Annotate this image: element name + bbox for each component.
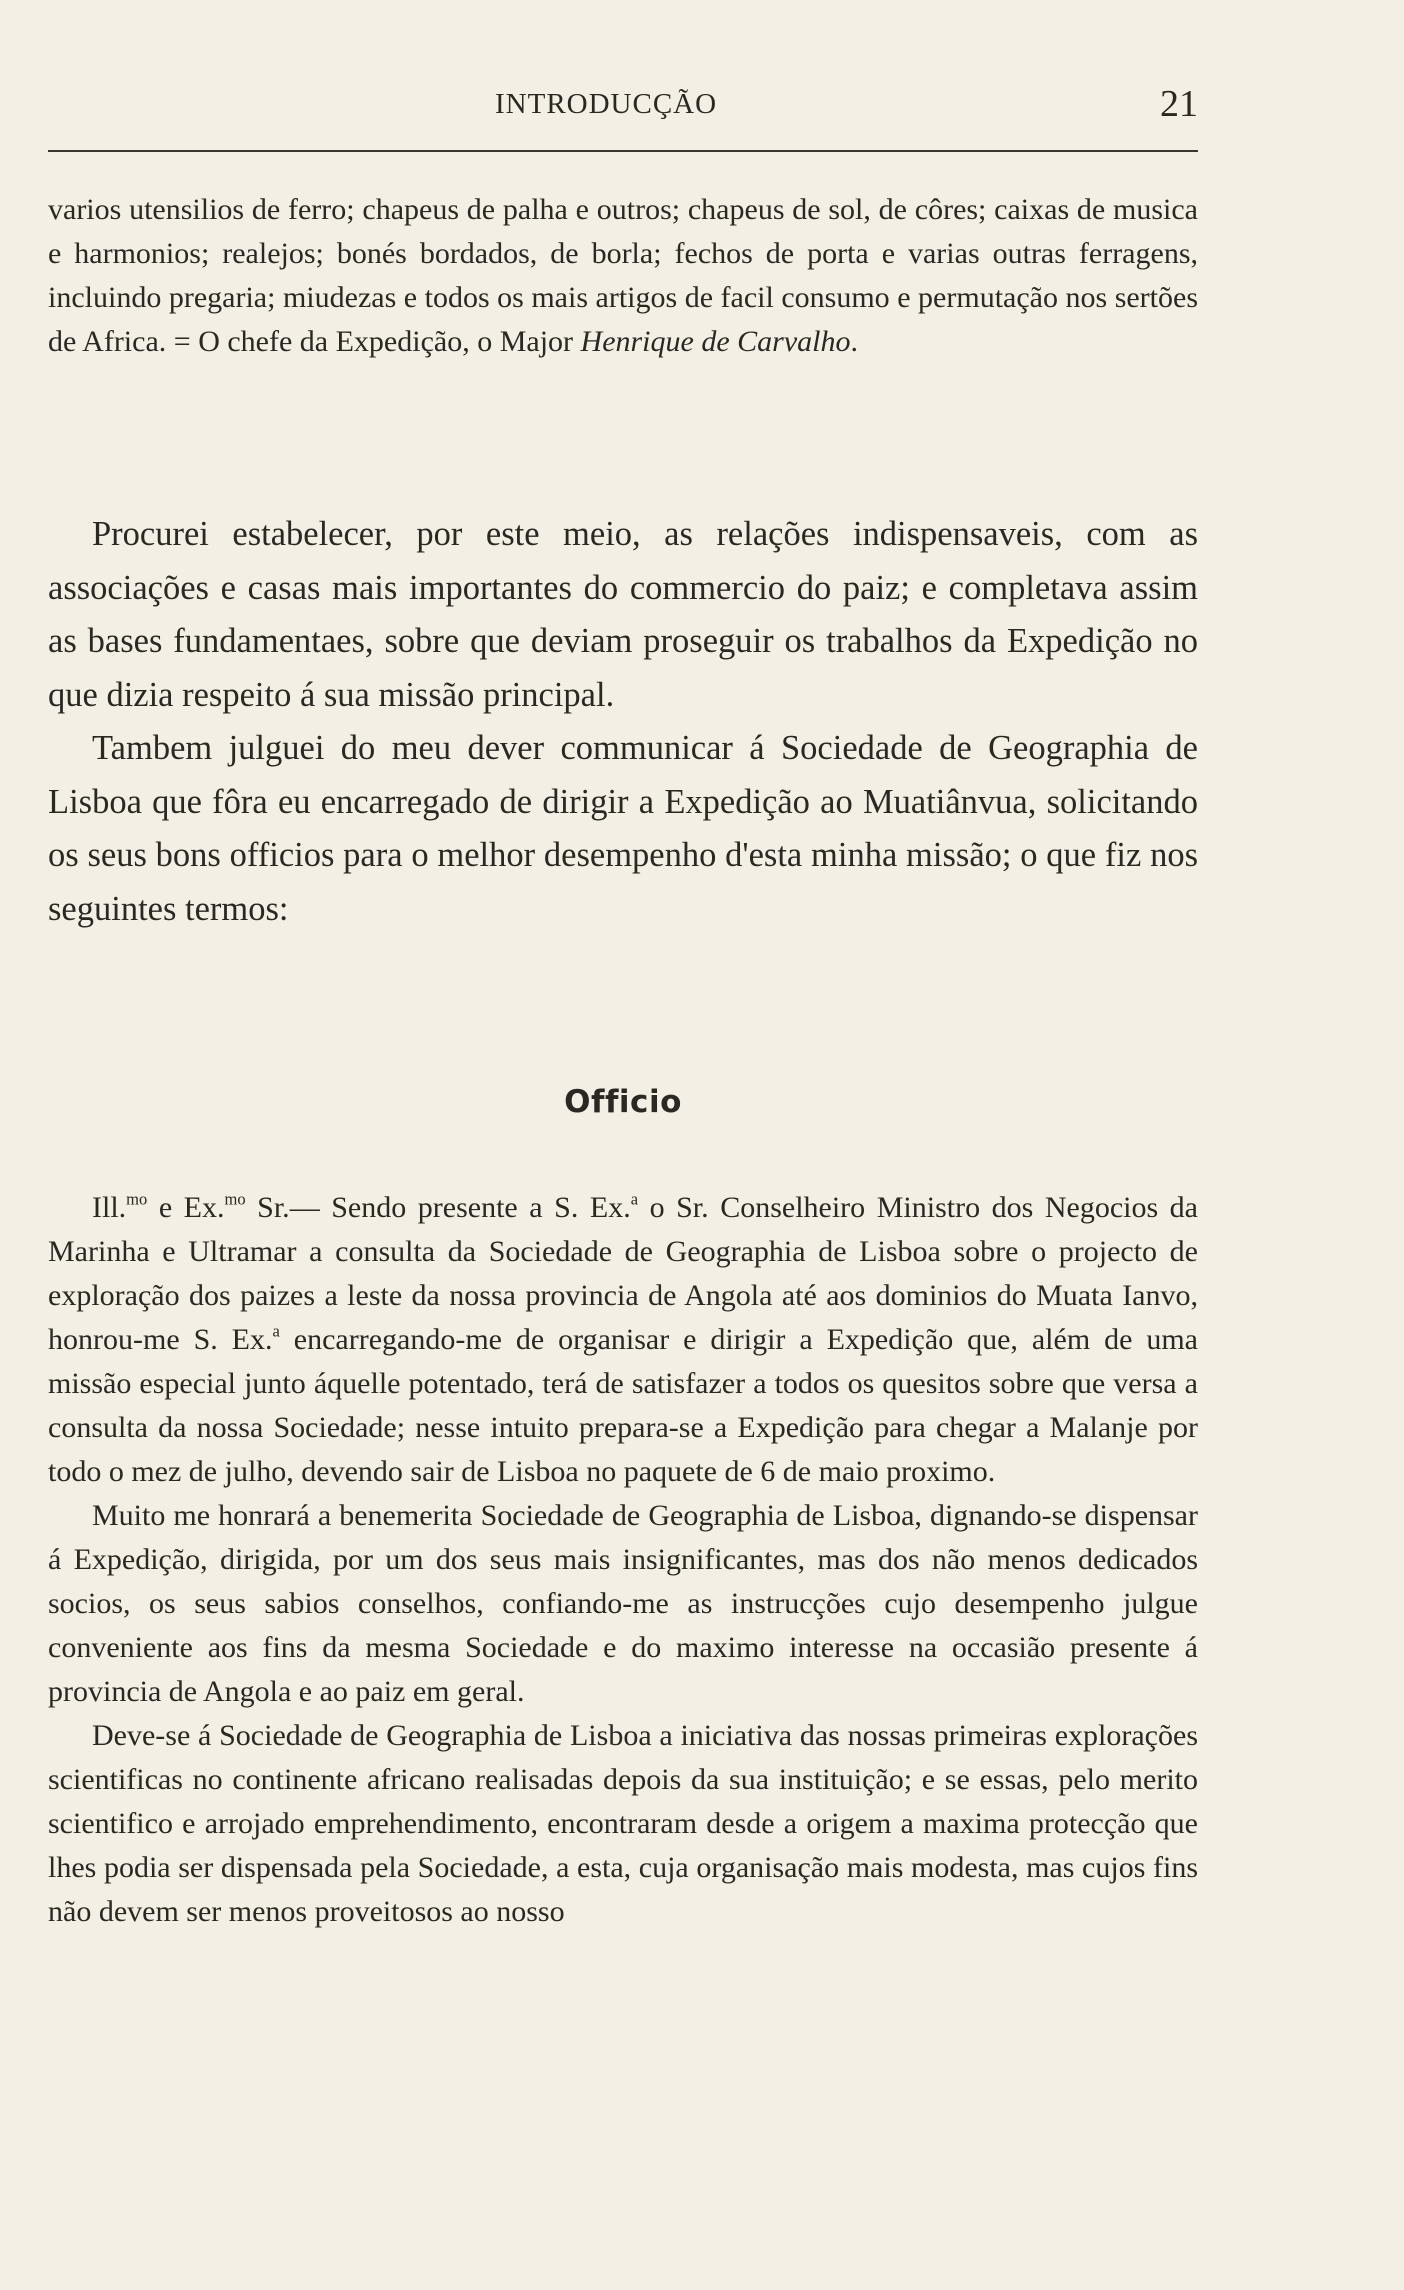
letter-body [48,1186,1198,1934]
salutation-ex-sup: mo [224,1189,246,1209]
person-name: Henrique de Carvalho [580,325,851,358]
letter-text-c: encarregando-me de organisar e dirigir a Expedição que, além de uma missão especial junto áquelle potentado, terá de satisfazer a todos os quesitos sobre que versa a consulta da nossa Sociedade; nesse intuito prepara-se a Expedição para chegar a Malanje por todo o mez de julho, devendo sair de Lisboa no paquete de 6 de maio proximo. [48,1323,1199,1488]
page-number: 21 [1160,83,1198,125]
body-paragraph-1: Procurei estabelecer, por este meio, as relações indispensaveis, com as associações e casas mais importantes do commercio do paiz; e completava assim as bases fundamentaes, sobre que deviam proseguir os trabalhos da Expedição no que dizia respeito á sua missão principal. [48,515,1198,714]
running-head: INTRODUCÇÃO [495,88,718,120]
body-paragraph-2: Tambem julguei do meu dever communicar á Sociedade de Geographia de Lisboa que fôra eu encarregado de dirigir a Expedição ao Muatiânvua, solicitando os seus bons officios para o melhor desempenho d'esta minha missão; o que fiz nos seguintes termos: [48,729,1198,928]
letter-paragraph-3: Deve-se á Sociedade de Geographia de Lisboa a iniciativa das nossas primeiras explorações scientificas no continente africano realisadas depois da sua instituição; e se essas, pelo merito scientifico e arrojado emprehendimento, encontraram desde a origem a maxima protecção que lhes podia ser dispensada pela Sociedade, a esta, cuja organisação mais modesta, mas cujos fins não devem ser menos proveitosos ao nosso [48,1719,1198,1928]
letter-heading: Officio [564,1084,682,1120]
continuation-body: varios utensilios de ferro; chapeus de palha e outros; chapeus de sol, de côres; caixas de musica e harmonios; realejos; bonés bordados, de borla; fechos de porta e varias outras ferragens, incluindo pregaria; miudezas e todos os mais artigos de facil consumo e permutação nos sertões de Africa. = O chefe da Expedição, o Major [48,193,1198,358]
salutation-sr: Sr. [245,1191,290,1224]
page-header [48,82,1198,132]
body-text [48,508,1198,936]
letter-sup-b: a [272,1321,280,1341]
salutation-ill: Ill. [92,1191,127,1224]
letter-text-a: — Sendo presente a S. Ex. [289,1191,631,1224]
header-rule [48,150,1198,152]
letter-sup-a: a [630,1189,639,1209]
continuation-end: . [850,325,858,358]
letter-paragraph-2: Muito me honrará a benemerita Sociedade de Geographia de Lisboa, dignando-se dispensar á Expedição, dirigida, por um dos seus mais insignificantes, mas dos não menos dedicados socios, os seus sabios conselhos, confiando-me as instrucções cujo desempenho julgue conveniente aos fins da mesma Sociedade e do maximo interesse na occasião presente á provincia de Angola e ao paiz em geral. [48,1499,1198,1708]
letter-paragraph-1 [48,1186,1198,1494]
salutation-ex: e Ex. [147,1191,225,1224]
continuation-text [48,188,1198,364]
continuation-paragraph [48,188,1198,364]
letter-text-b: o Sr. Conselheiro Ministro dos Negocios da Marinha e Ultramar a consulta da Sociedade de Geographia de Lisboa sobre o projecto de exploração dos paizes a leste da nossa provincia de Angola até aos dominios do Muata Ianvo, honrou-me S. Ex. [48,1191,1199,1356]
salutation-ill-sup: mo [126,1189,148,1209]
